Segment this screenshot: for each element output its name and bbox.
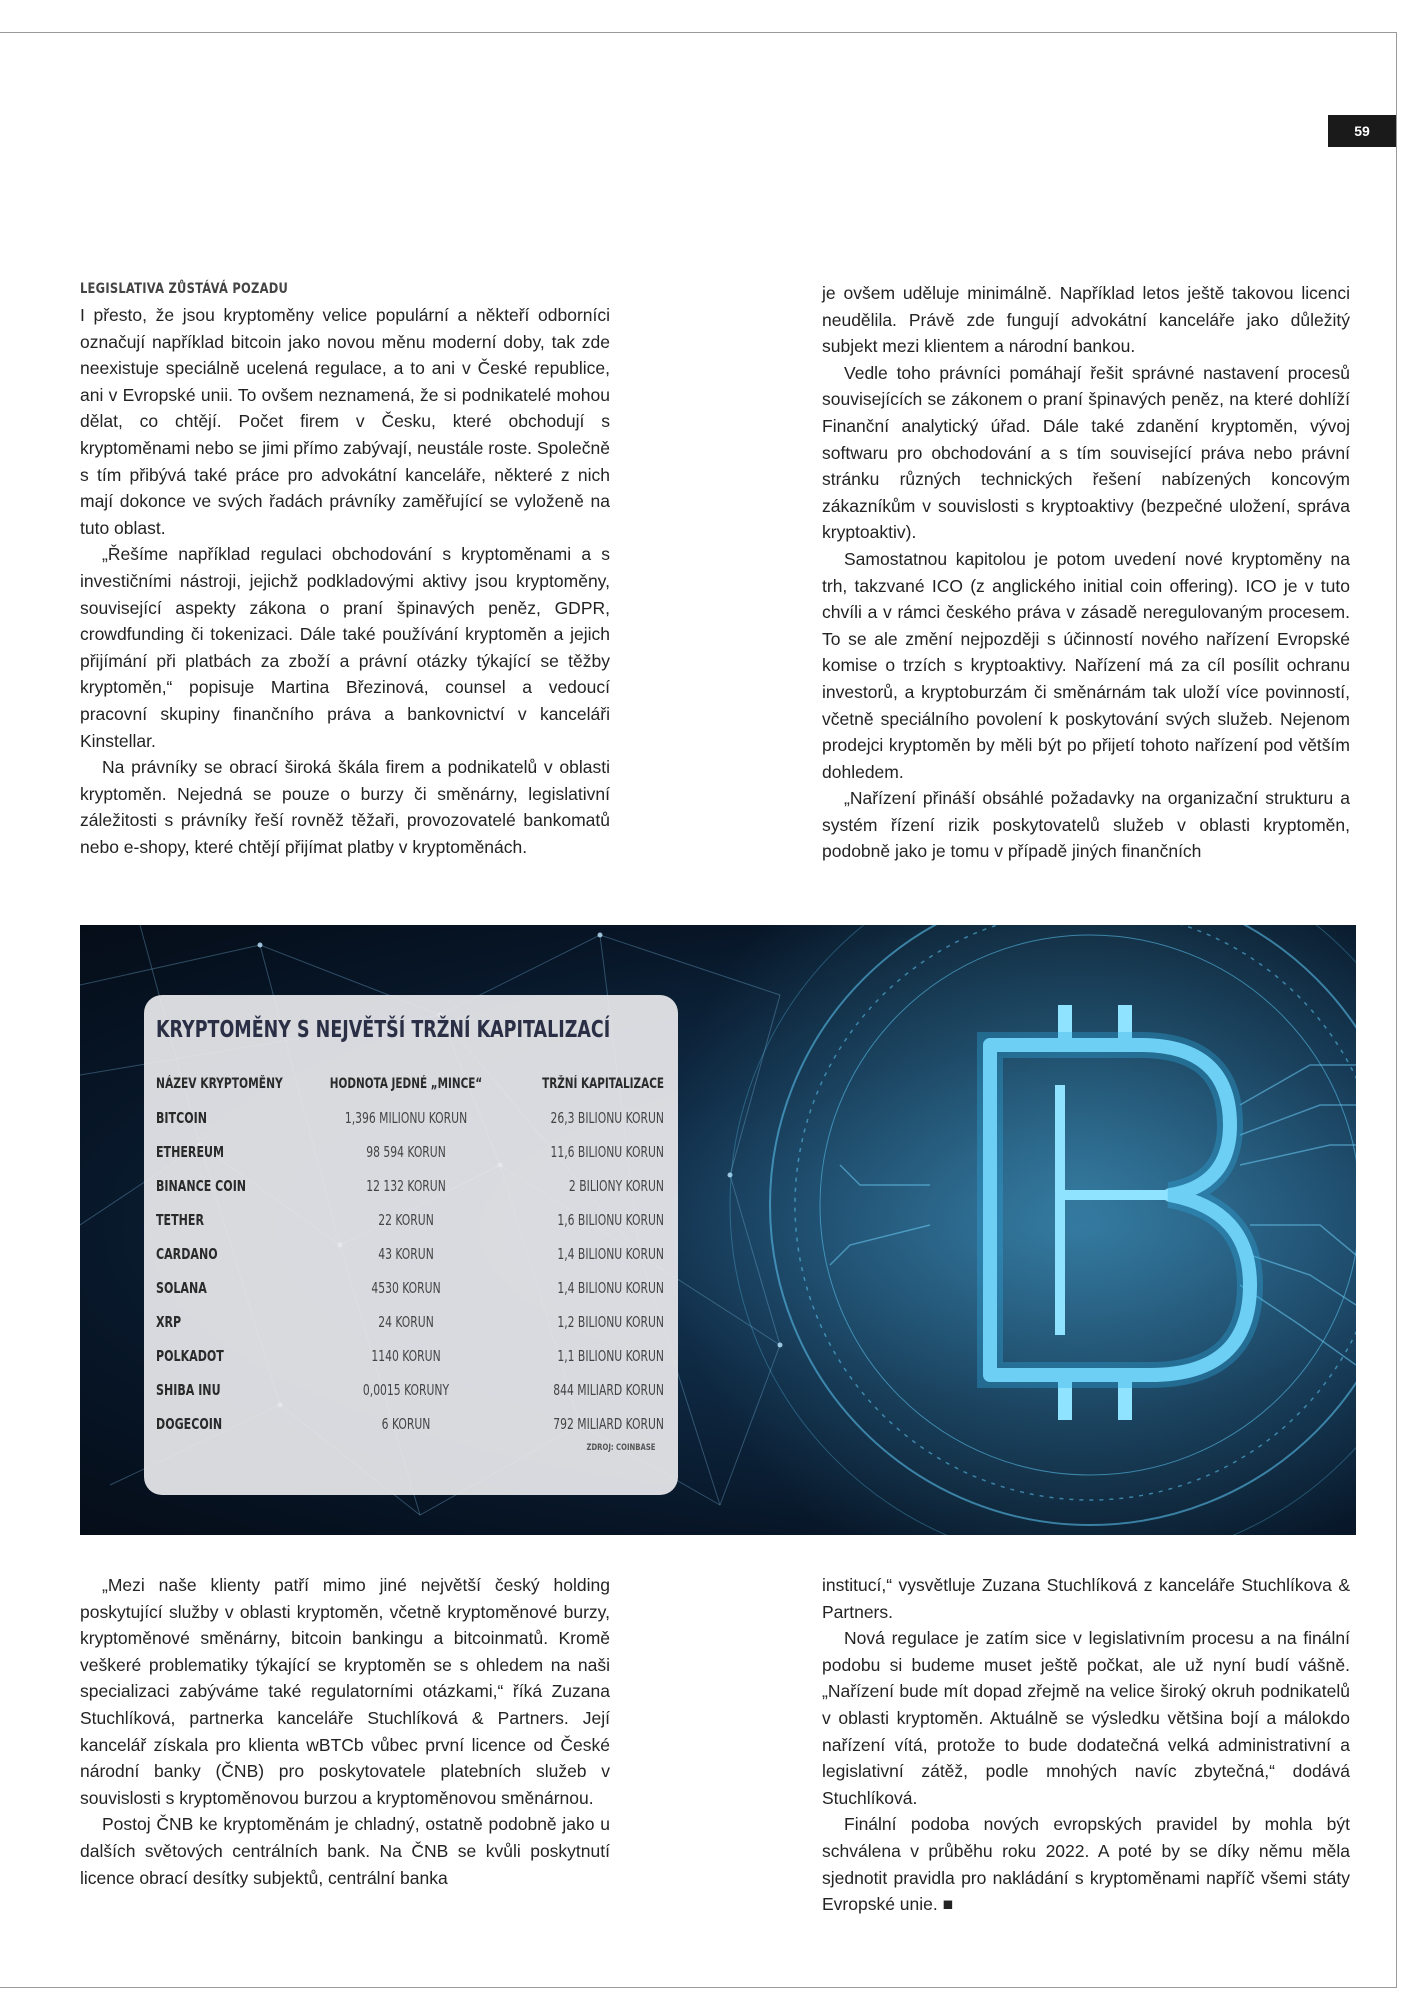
table-row [156, 1339, 664, 1373]
market-cap: 1,4 BILIONU KORUN [557, 1245, 664, 1263]
article-column-left-bottom [80, 1572, 610, 1891]
paragraph: „Mezi naše klienty patří mimo jiné největší český holding poskytující služby v oblasti kryptoměn, včetně kryptoměnové burzy, kryptoměnové směnárny, bitcoin bankingu a bitcoinmatů. Kromě veškeré problematiky týkající se kryptoměn se s ohledem na naši specializaci zabýváme také regulatorními otázkami,“ říká Zuzana Stuchlíková, partnerka kanceláře Stuchlíková & Partners. Její kancelář získala pro klienta wBTCb vůbec první licence od České národní banky (ČNB) pro poskytovatele platebních služeb v souvislosti s kryptoměnovou burzou a kryptoměnovou směnárnou. [80, 1575, 610, 1808]
crypto-name: BITCOIN [156, 1109, 208, 1127]
table-row [156, 1203, 664, 1237]
table-header-row [156, 1067, 664, 1101]
paragraph: Samostatnou kapitolou je potom uvedení nové kryptoměny na trh, takzvané ICO (z anglického initial coin offering). ICO je v tuto chvíli a v rámci českého práva v zásadě neregulovaným procesem. To se ale změní nejpozději s účinností nového nařízení Evropské komise o trzích s kryptoaktivy. Nařízení má za cíl posílit ochranu investorů, a kryptoburzám či směnárnám tak uloží více povinností, včetně speciálního povolení k poskytování svých služeb. Nejenom prodejci kryptoměn by měli být po přijetí tohoto nařízení pod větším dohledem. [822, 548, 1350, 782]
table-row [156, 1101, 664, 1135]
market-cap: 844 MILIARD KORUN [553, 1381, 664, 1399]
table-grid [156, 1067, 664, 1453]
table-row [156, 1271, 664, 1305]
paragraph: je ovšem uděluje minimálně. Například letos ještě takovou licenci neudělila. Právě zde fungují advokátní kanceláře jako důležitý subjekt mezi klientem a národní bankou. [822, 283, 1350, 357]
paragraph: Finální podoba nových evropských pravidel by mohla být schválena v průběhu roku 2022. A poté by se díky němu měla sjednotit pravidla pro nakládání s kryptoměnami napříč všemi státy Evropské unie. ■ [822, 1814, 1350, 1915]
crypto-name: POLKADOT [156, 1347, 224, 1365]
paragraph: institucí,“ vysvětluje Zuzana Stuchlíková z kanceláře Stuchlíkova & Partners. [822, 1575, 1350, 1622]
crypto-market-cap-table [144, 995, 678, 1495]
article-column-right-top [822, 280, 1350, 865]
coin-value: 6 KORUN [381, 1415, 431, 1433]
coin-value: 1,396 MILIONU KORUN [344, 1109, 468, 1127]
crypto-name: XRP [156, 1313, 182, 1331]
paragraph: „Nařízení přináší obsáhlé požadavky na organizační strukturu a systém řízení rizik poskytovatelů služeb v oblasti kryptoměn, podobně jako je tomu v případě jiných finančních [822, 788, 1350, 862]
market-cap: 792 MILIARD KORUN [553, 1415, 664, 1433]
coin-value: 22 KORUN [378, 1211, 434, 1229]
crypto-name: BINANCE COIN [156, 1177, 247, 1195]
coin-value: 12 132 KORUN [366, 1177, 446, 1195]
paragraph: Na právníky se obrací široká škála firem a podnikatelů v oblasti kryptoměn. Nejedná se pouze o burzy či směnárny, legislativní záležitosti s právníky řeší rovněž těžaři, provozovatelé bankomatů nebo e-shopy, které chtějí přijímat platby v kryptoměnách. [80, 757, 610, 857]
crypto-name: ETHEREUM [156, 1143, 225, 1161]
table-title: KRYPTOMĚNY S NEJVĚTŠÍ TRŽNÍ KAPITALIZACÍ [156, 1017, 611, 1043]
table-row [156, 1169, 664, 1203]
table-row [156, 1305, 664, 1339]
coin-value: 1140 KORUN [371, 1347, 441, 1365]
coin-value: 43 KORUN [378, 1245, 434, 1263]
crypto-name: CARDANO [156, 1245, 218, 1263]
page-number: 59 [1328, 115, 1396, 147]
coin-value: 24 KORUN [378, 1313, 434, 1331]
crypto-name: SOLANA [156, 1279, 207, 1297]
paragraph: Postoj ČNB ke kryptoměnám je chladný, ostatně podobně jako u dalších světových centrálních bank. Na ČNB se kvůli poskytnutí licence obrací desítky subjektů, centrální banka [80, 1814, 610, 1888]
table-row [156, 1135, 664, 1169]
crypto-name: DOGECOIN [156, 1415, 223, 1433]
market-cap: 1,1 BILIONU KORUN [557, 1347, 664, 1365]
column-header: HODNOTA JEDNÉ „MINCE“ [329, 1076, 483, 1092]
section-heading: LEGISLATIVA ZŮSTÁVÁ POZADU [80, 281, 289, 297]
frame-line-right [1396, 32, 1397, 1988]
table-source: ZDROJ: COINBASE [586, 1443, 656, 1453]
coin-value: 98 594 KORUN [366, 1143, 446, 1161]
frame-line-top [0, 32, 1396, 33]
crypto-name: TETHER [156, 1211, 205, 1229]
frame-line-bottom [0, 1987, 1396, 1988]
paragraph: I přesto, že jsou kryptoměny velice populární a někteří odborníci označují například bitcoin jako novou měnu moderní doby, tak zde neexistuje speciálně ucelená regulace, a to ani v České republice, ani v Evropské unii. To ovšem neznamená, že si podnikatelé mohou dělat, co chtějí. Počet firem v Česku, které obchodují s kryptoměnami nebo se jimi přímo zabývají, neustále roste. Společně s tím přibývá také práce pro advokátní kanceláře, některé z nich mají dokonce ve svých řadách právníky zaměřující se vyloženě na tuto oblast. [80, 305, 610, 538]
paragraph: Vedle toho právníci pomáhají řešit správné nastavení procesů souvisejících se zákonem o praní špinavých peněz, na které dohlíží Finanční analytický úřad. Dále také zdanění kryptoměn, vývoj softwaru pro obchodování a s tím související práva nebo právní stránku různých technických řešení nabízených koncovým zákazníkům v souvislosti s kryptoaktivy (bezpečné uložení, správa kryptoaktiv). [822, 362, 1350, 543]
column-header: TRŽNÍ KAPITALIZACE [542, 1076, 664, 1092]
table-row [156, 1237, 664, 1271]
market-cap: 11,6 BILIONU KORUN [550, 1143, 664, 1161]
crypto-name: SHIBA INU [156, 1381, 221, 1399]
article-column-right-bottom [822, 1572, 1350, 1918]
market-cap: 1,6 BILIONU KORUN [557, 1211, 664, 1229]
paragraph: „Řešíme například regulaci obchodování s kryptoměnami a s investičními nástroji, jejichž podkladovými aktivy jsou kryptoměny, související aspekty zákona o praní špinavých peněz, GDPR, crowdfunding či tokenizaci. Dále také používání kryptoměn a jejich přijímání při platbách za zboží a právní otázky týkající se těžby kryptoměn,“ popisuje Martina Březinová, counsel a vedoucí pracovní skupiny finančního práva a bankovnictví v kanceláři Kinstellar. [80, 544, 610, 751]
market-cap: 1,2 BILIONU KORUN [557, 1313, 664, 1331]
paragraph: Nová regulace je zatím sice v legislativním procesu a na finální podobu si budeme muset ještě počkat, ale už nyní budí vášně. „Nařízení bude mít dopad zřejmě na velice široký okruh podnikatelů v oblasti kryptoměn. Aktuálně se výsledku většina bojí a málokdo nařízení vítá, protože to bude dodatečná velká administrativní a legislativní zátěž, podle mnohých navíc zbytečná,“ dodává Stuchlíková. [822, 1628, 1350, 1808]
market-cap: 26,3 BILIONU KORUN [550, 1109, 664, 1127]
market-cap: 2 BILIONY KORUN [568, 1177, 664, 1195]
table-row [156, 1373, 664, 1407]
market-cap: 1,4 BILIONU KORUN [557, 1279, 664, 1297]
coin-value: 4530 KORUN [371, 1279, 441, 1297]
column-header: NÁZEV KRYPTOMĚNY [156, 1076, 283, 1092]
article-column-left-top [80, 278, 610, 860]
coin-value: 0,0015 KORUNY [362, 1381, 450, 1399]
table-row [156, 1407, 664, 1441]
